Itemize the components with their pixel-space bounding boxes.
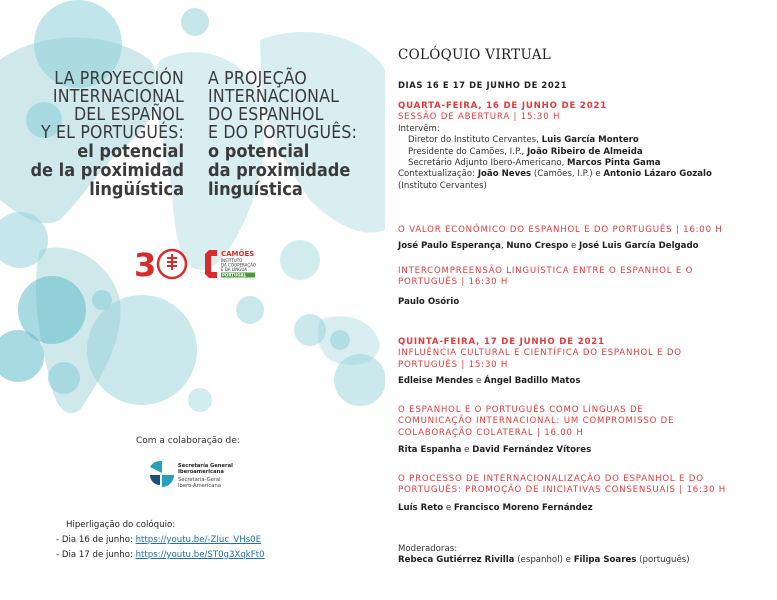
link-day16-label: - Dia 16 de junho: <box>56 535 136 545</box>
day2-panel2-title-3: COLABORAÇÃO COLATERAL | 16.00 H <box>398 427 584 438</box>
day2-panel2-title-2: COMUNICAÇÃO INTERNACIONAL: UM COMPROMISSO DE <box>398 416 675 427</box>
link-day17[interactable]: https://youtu.be/ST0g3XqkFt0 <box>135 550 265 560</box>
day2-section <box>398 337 777 388</box>
camoes-line1: INSTITUTO <box>221 258 243 263</box>
day2-panel1-speakers: Edleise Mendes e Ángel Badillo Matos <box>398 376 581 387</box>
link-row-day16 <box>56 535 265 545</box>
day2-panel3 <box>398 474 777 514</box>
poster-panel <box>0 0 385 600</box>
day1-speaker-2: Presidente do Camões, I.P., João Ribeiro de Almeida <box>408 146 643 157</box>
map-circle <box>280 240 320 280</box>
day2-heading: QUINTA-FEIRA, 17 DE JUNHO DE 2021 <box>398 337 605 347</box>
day1-panel2 <box>398 266 777 308</box>
map-circle <box>236 296 264 324</box>
title-spanish <box>14 70 184 199</box>
instituto-cervantes-30-logo <box>134 246 190 280</box>
day1-intervem-label: Intervêm: <box>398 123 440 134</box>
map-circle <box>294 314 326 346</box>
title-es-subtitle: el potencial de la proximidad lingüística <box>30 141 184 200</box>
day2-panel2 <box>398 405 777 457</box>
day1-panel2-speaker: Paulo Osório <box>398 296 460 307</box>
segib-logo <box>148 459 238 493</box>
camoes-line3: E DA LÍNGUA <box>221 267 247 272</box>
day1-context: Contextualização: João Neves (Camões, I.P.) e Antonio Lázaro Gozalo <box>398 169 712 180</box>
links-heading: Hiperligação do colóquio: <box>66 520 176 530</box>
moderators-label: Moderadoras: <box>398 544 458 554</box>
segib-line4: Ibero-Americana <box>178 483 221 489</box>
day1-opening-session: SESSÃO DE ABERTURA | 15:30 H <box>398 112 561 123</box>
day1-panel1 <box>398 225 777 253</box>
segib-line2: Iberoamericana <box>178 469 224 475</box>
title-portuguese <box>208 70 378 199</box>
day1-heading: QUARTA-FEIRA, 16 DE JUNHO DE 2021 <box>398 101 608 111</box>
program-dates: DIAS 16 E 17 DE JUNHO DE 2021 <box>398 80 568 90</box>
moderators-names: Rebeca Gutiérrez Rivilla (espanhol) e Filipa Soares (português) <box>398 555 690 566</box>
day1-speaker-1: Diretor do Instituto Cervantes, Luis García Montero <box>408 135 639 146</box>
map-circle <box>330 330 350 350</box>
moderators <box>398 544 777 567</box>
link-day17-label: - Dia 17 de junho: <box>56 550 136 560</box>
day2-panel3-title-2: PORTUGUÊS: PROMOÇÃO DE INICIATIVAS CONSENSUAIS | 16:30 H <box>398 485 727 496</box>
collaboration-label: Com a colaboração de: <box>136 436 240 446</box>
day1-panel2-title-1: INTERCOMPREENSÃO LINGUÍSTICA ENTRE O ESPANHOL E O <box>398 266 694 276</box>
title-pt-subtitle: o potencial da proximidade linguística <box>208 141 351 200</box>
colloquium-links <box>56 520 265 565</box>
day1-panel1-title: O VALOR ECONÓMICO DO ESPANHOL E DO PORTUGUÊS | 16:00 H <box>398 225 723 235</box>
day1-speaker-3: Secretário Adjunto Ibero-Americano, Marcos Pinta Gama <box>408 158 661 169</box>
day2-panel1-title-1: INFLUÊNCIA CULTURAL E CIENTÍFICA DO ESPANHOL E DO <box>398 348 682 359</box>
day1-panel1-speakers: José Paulo Esperança, Nuno Crespo e José Luis García Delgado <box>398 241 699 252</box>
day2-panel2-title-1: O ESPANHOL E O PORTUGUÊS COMO LÍNGUAS DE <box>398 405 644 415</box>
camoes-logo <box>205 248 275 280</box>
map-circle <box>48 362 80 394</box>
map-circle <box>334 354 385 406</box>
segib-line3: Secretaria-Geral <box>178 477 221 483</box>
link-day16[interactable]: https://youtu.be/-ZIuc_VHs0E <box>135 535 262 545</box>
map-circle <box>87 295 197 405</box>
program-panel <box>398 0 777 600</box>
svg-text:3: 3 <box>134 246 157 280</box>
title-es-main: LA PROYECCIÓN INTERNACIONAL DEL ESPAÑOL Y EL PORTUGUÉS: <box>41 69 184 143</box>
world-map-illustration <box>0 0 385 420</box>
program-title: COLÓQUIO VIRTUAL <box>398 47 552 63</box>
segib-line1: Secretaría General <box>178 463 233 469</box>
map-circle <box>181 8 209 36</box>
day2-panel3-title-1: O PROCESSO DE INTERNACIONALIZAÇÃO DO ESPANHOL E DO <box>398 474 704 484</box>
day2-panel1-title-2: PORTUGUÊS | 15:30 H <box>398 359 509 370</box>
day1-context-end: (Instituto Cervantes) <box>398 180 487 191</box>
link-row-day17 <box>56 550 265 560</box>
day2-panel3-speakers: Luís Reto e Francisco Moreno Fernández <box>398 502 593 513</box>
title-pt-main: A PROJEÇÃO INTERNACIONAL DO ESPANHOL E DO PORTUGUÊS: <box>208 69 358 143</box>
camoes-country: PORTUGAL <box>222 272 247 278</box>
camoes-line2: DA COOPERAÇÃO <box>221 262 256 268</box>
day1-panel2-title-2: PORTUGUÊS | 16:30 H <box>398 277 509 288</box>
map-circle <box>188 388 212 412</box>
day2-panel2-speakers: Rita Espanha e David Fernández Vítores <box>398 445 592 456</box>
camoes-name: CAMÕES <box>221 250 255 258</box>
day1-section <box>398 101 777 192</box>
